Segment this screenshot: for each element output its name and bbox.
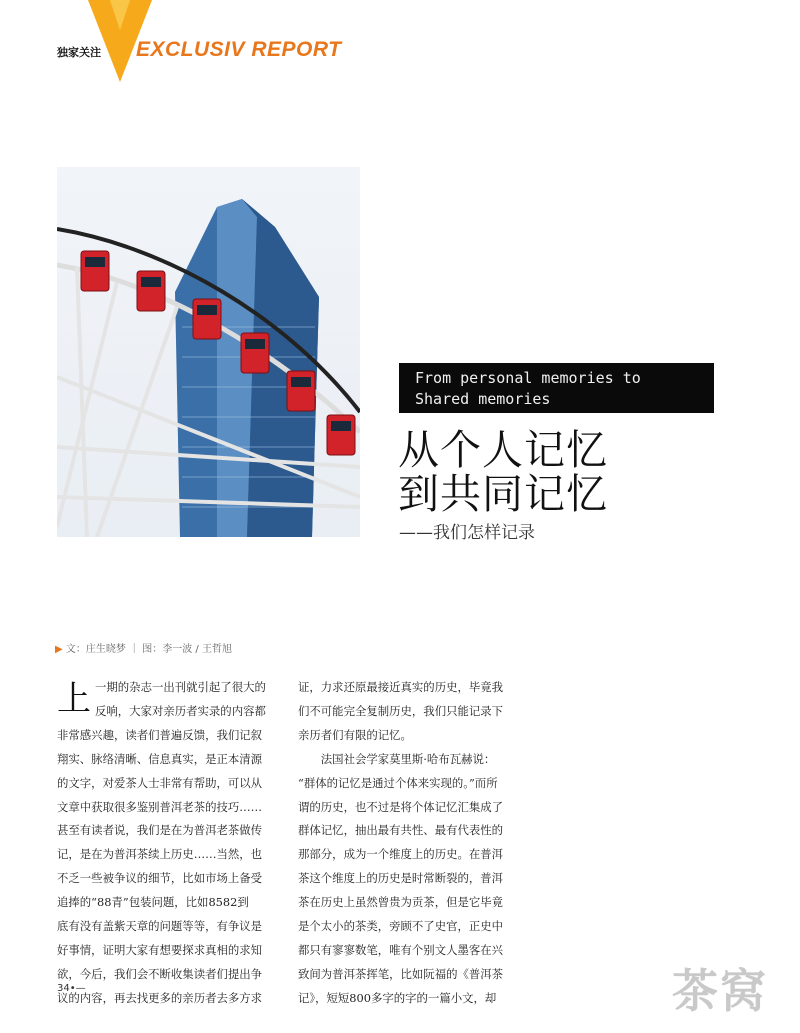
text-line: 翔实、脉络清晰、信息真实，是正本清源	[57, 751, 263, 766]
english-title-box	[399, 363, 714, 413]
section-label-en: EXCLUSIV REPORT	[136, 38, 342, 61]
text-line: 证，力求还原最接近真实的历史，毕竟我	[298, 680, 504, 694]
tower-ferris-wheel-image	[57, 167, 360, 537]
text-line: 好事情，证明大家有想要探求真相的求知	[57, 942, 263, 957]
text-line: “群体的记忆是通过个体来实现的。”而所	[298, 775, 498, 790]
title-line: 到共同记忆	[398, 470, 608, 518]
text-line: 的文字，对爱茶人士非常有帮助，可以从	[57, 775, 263, 790]
text-line: 底有没有盖紫天章的问题等等，有争议是	[57, 919, 263, 934]
english-title-line: Shared memories	[415, 390, 551, 408]
byline-text: 文：庄生晓梦 ｜ 图：李一波 / 王哲旭	[65, 644, 232, 655]
text-line: 甚至有读者说，我们是在为普洱老茶做传	[57, 823, 263, 838]
text-line: 都只有寥寥数笔，唯有个别文人墨客在兴	[298, 942, 504, 957]
text-line: 致间为普洱茶挥笔，比如阮福的《普洱茶	[298, 966, 504, 981]
drop-cap: 上	[57, 679, 91, 719]
page-number: 34•—	[57, 983, 86, 994]
text-line: 一期的杂志一出刊就引起了很大的	[95, 680, 266, 694]
text-line: 法国社会学家莫里斯·哈布瓦赫说：	[298, 751, 496, 766]
byline	[55, 640, 232, 655]
page-subtitle: ——我们怎样记录	[399, 523, 535, 543]
feature-photo	[57, 167, 360, 537]
article-column-right	[298, 676, 524, 1011]
text-line: 文章中获取很多鉴别普洱老茶的技巧……	[57, 799, 263, 814]
watermark-logo: 茶窝	[672, 964, 768, 1018]
article-column-left	[57, 676, 283, 1011]
text-line: 不乏一些被争议的细节，比如市场上备受	[57, 871, 263, 886]
text-line: 茶在历史上虽然曾贵为贡茶，但是它毕竟	[298, 895, 504, 910]
page-title	[398, 428, 608, 516]
text-line: 那部分，成为一个维度上的历史。在普洱	[298, 847, 504, 862]
play-arrow-icon: ▶	[55, 644, 63, 655]
english-title-line: From personal memories to	[415, 369, 641, 387]
text-line: 反响，大家对亲历者实录的内容都	[95, 703, 266, 718]
text-line: 欲，今后，我们会不断收集读者们提出争	[57, 966, 263, 981]
text-line: 们不可能完全复制历史，我们只能记录下	[298, 703, 504, 718]
text-line: 记》，短短800多字的字的一篇小文，却	[298, 990, 497, 1005]
text-line: 亲历者们有限的记忆。	[298, 727, 412, 742]
section-label-cn: 独家关注	[57, 46, 101, 59]
text-line: 是个太小的茶类，旁顾不了史官，正史中	[298, 919, 504, 934]
text-line: 记，是在为普洱茶续上历史……当然，也	[57, 847, 263, 862]
text-line: 茶这个维度上的历史是时常断裂的，普洱	[298, 871, 504, 886]
text-line: 议的内容，再去找更多的亲历者去多方求	[57, 990, 263, 1005]
text-line: 追捧的“88青”包装问题，比如8582到	[57, 895, 249, 910]
text-line: 非常感兴趣，读者们普遍反馈，我们记叙	[57, 727, 263, 742]
title-line: 从个人记忆	[398, 426, 608, 474]
text-line: 谓的历史，也不过是将个体记忆汇集成了	[298, 799, 504, 814]
text-line: 群体记忆，抽出最有共性、最有代表性的	[298, 823, 504, 838]
